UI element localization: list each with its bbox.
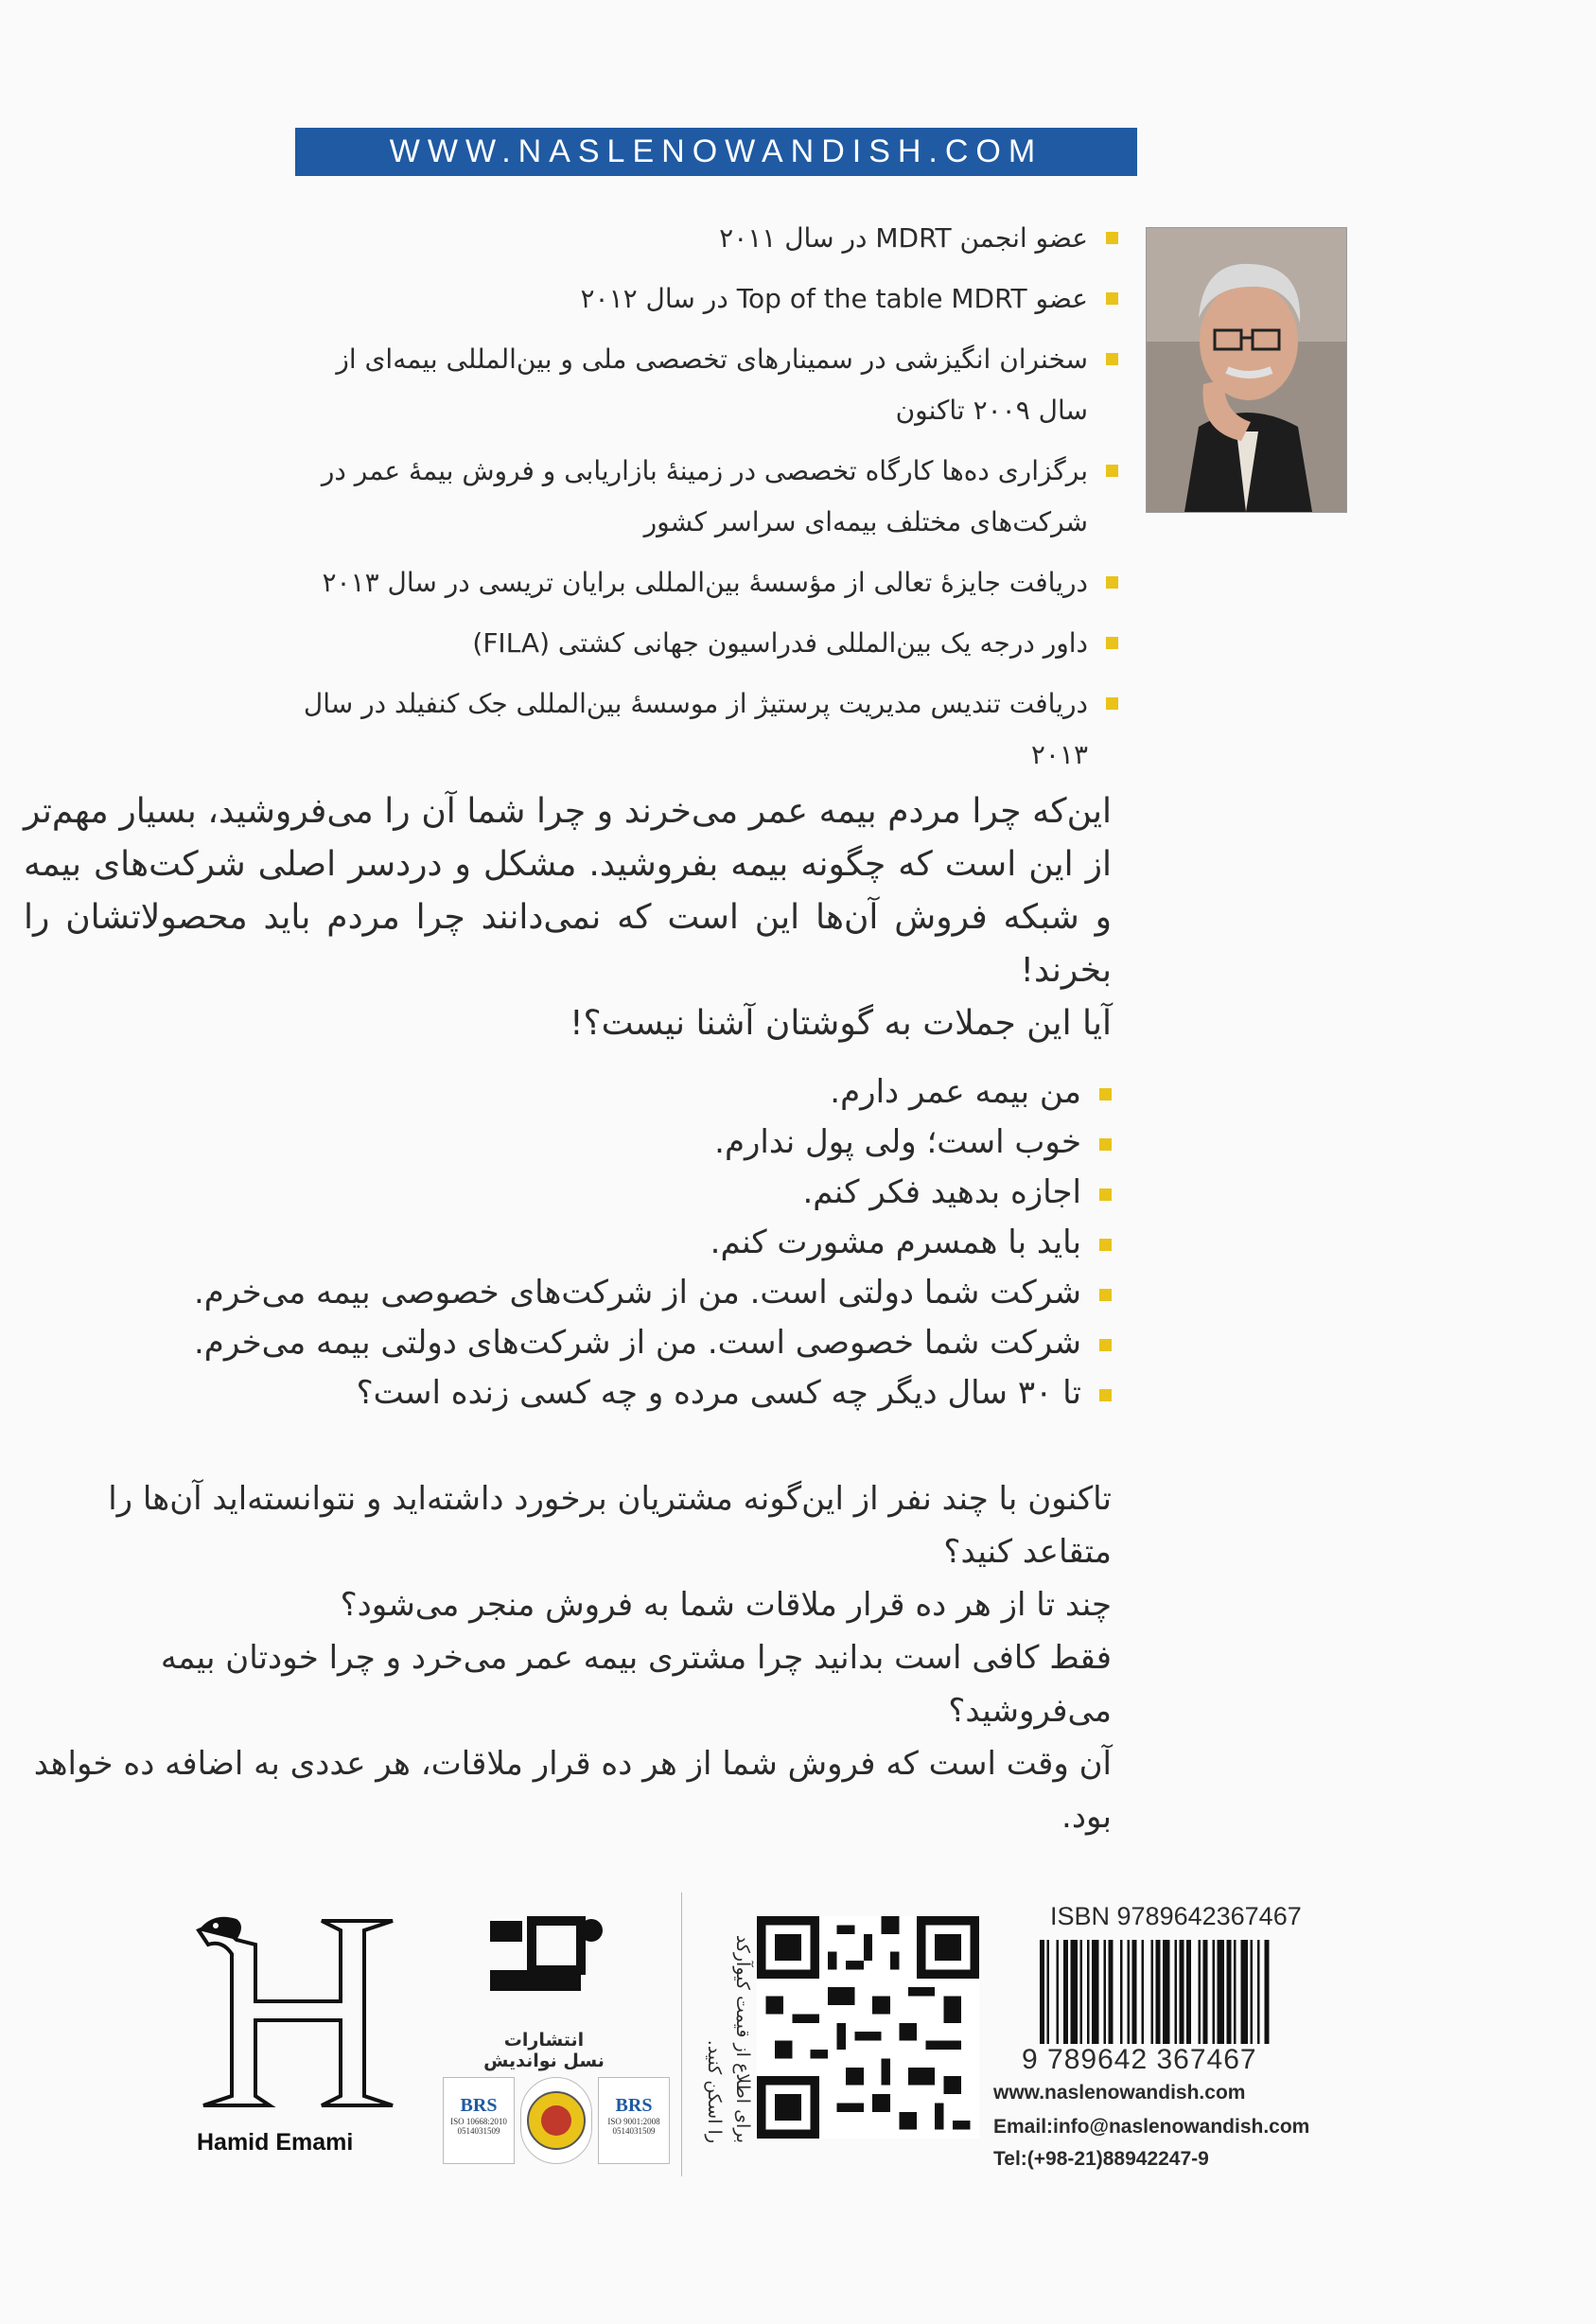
bullet-icon <box>1099 1088 1112 1100</box>
bullet-icon <box>1099 1289 1112 1301</box>
objections-list <box>24 1067 1112 1418</box>
qr-note: برای اطلاع از قیمت کیوآرکد را اسکن کنید. <box>704 1934 753 2143</box>
publisher-website[interactable]: www.naslenowandish.com <box>993 2082 1246 2104</box>
isbn-label: ISBN 9789642367467 <box>1050 1902 1302 1930</box>
website-banner: WWW.NASLENOWANDISH.COM <box>295 128 1137 176</box>
author-bio-list <box>286 213 1118 790</box>
bullet-icon <box>1106 353 1118 365</box>
bullet-icon <box>1106 292 1118 305</box>
author-photo <box>1146 227 1347 513</box>
bullet-icon <box>1099 1239 1112 1251</box>
qr-code[interactable] <box>757 1916 979 2139</box>
divider <box>681 1893 682 2176</box>
publisher-logo-icon <box>473 1911 615 2025</box>
author-portrait-image <box>1147 228 1346 512</box>
publisher-label: انتشارات <box>503 2030 585 2051</box>
publisher-phone: Tel:(+98-21)88942247-9 <box>993 2148 1209 2170</box>
barcode-icon <box>1036 1940 1348 2044</box>
objection-item: خوب است؛ ولی پول ندارم. <box>24 1118 1112 1168</box>
closing-line: چند تا از هر ده قرار ملاقات شما به فروش منجر می‌شود؟ <box>340 1586 1112 1624</box>
certification-badges <box>443 2077 670 2167</box>
bio-item: عضو Top of the table MDRT در سال ۲۰۱۲ <box>286 273 1118 325</box>
bullet-icon <box>1106 576 1118 589</box>
objection-item: باید با همسرم مشورت کنم. <box>24 1218 1112 1268</box>
intro-paragraph <box>24 785 1112 1050</box>
objection-item: شرکت شما دولتی است. من از شرکت‌های خصوصی بیمه می‌خرم. <box>24 1268 1112 1318</box>
bullet-icon <box>1099 1188 1112 1201</box>
closing-line: آن وقت است که فروش شما از هر ده قرار ملاقات، هر عددی به اضافه ده خواهد بود. <box>33 1745 1112 1836</box>
bullet-icon <box>1106 465 1118 477</box>
bullet-icon <box>1106 637 1118 649</box>
bullet-icon <box>1099 1389 1112 1401</box>
bio-item: عضو انجمن MDRT در سال ۲۰۱۱ <box>286 213 1118 264</box>
iso-9001-badge: BRS ISO 9001:2008 0514031509 <box>598 2077 670 2164</box>
bio-item: دریافت جایزهٔ تعالی از مؤسسهٔ بین‌المللی برایان تریسی در سال ۲۰۱۳ <box>286 557 1118 608</box>
bio-item: داور درجه یک بین‌المللی فدراسیون جهانی کشتی (FILA) <box>286 618 1118 669</box>
bio-item: برگزاری ده‌ها کارگاه تخصصی در زمینهٔ بازاریابی و فروش بیمهٔ عمر در شرکت‌های مختلف بیمه‌ای سراسر کشور <box>286 446 1118 548</box>
bullet-icon <box>1106 697 1118 710</box>
closing-line: تاکنون با چند نفر از این‌گونه مشتریان برخورد داشته‌اید و نتوانسته‌اید آن‌ها را متقاعد کنید؟ <box>108 1480 1112 1571</box>
bullet-icon <box>1099 1339 1112 1351</box>
objection-item: شرکت شما خصوصی است. من از شرکت‌های دولتی بیمه می‌خرم. <box>24 1318 1112 1368</box>
bio-item: دریافت تندیس مدیریت پرستیژ از موسسهٔ بین‌المللی جک کنفیلد در سال ۲۰۱۳ <box>286 678 1118 781</box>
publisher-name: نسل نواندیش <box>483 2051 605 2071</box>
bio-item: سخنران انگیزشی در سمینارهای تخصصی ملی و بین‌المللی بیمه‌ای از سال ۲۰۰۹ تاکنون <box>286 334 1118 436</box>
author-logo-icon <box>180 1902 426 2120</box>
intro-question: آیا این جملات به گوشتان آشنا نیست؟! <box>570 1004 1112 1043</box>
back-cover-footer <box>180 1893 1372 2176</box>
iso-10668-badge: BRS ISO 10668:2010 0514031509 <box>443 2077 515 2164</box>
objection-item: من بیمه عمر دارم. <box>24 1067 1112 1118</box>
bullet-icon <box>1099 1138 1112 1151</box>
closing-line: فقط کافی است بدانید چرا مشتری بیمه عمر می‌خرد و چرا خودتان بیمه می‌فروشید؟ <box>160 1639 1112 1730</box>
author-name: Hamid Emami <box>197 2129 354 2156</box>
publisher-email[interactable]: Email:info@naslenowandish.com <box>993 2116 1310 2138</box>
closing-text <box>24 1472 1112 1843</box>
seal-icon <box>520 2077 592 2164</box>
objection-item: اجازه بدهید فکر کنم. <box>24 1168 1112 1218</box>
objection-item: تا ۳۰ سال دیگر چه کسی مرده و چه کسی زنده است؟ <box>24 1368 1112 1418</box>
publisher-name-block <box>468 2030 620 2071</box>
isbn-digits: 9 789642 367467 <box>1022 2044 1257 2075</box>
bullet-icon <box>1106 232 1118 244</box>
intro-text: این‌که چرا مردم بیمه عمر می‌خرند و چرا شما آن را می‌فروشید، بسیار مهم‌تر از این است که چگونه بیمه بفروشید. مشکل و دردسر اصلی شرکت‌های بیمه و شبکه فروش آن‌ها این است که نمی‌دانند چرا مردم باید محصولاتشان را بخرند! <box>24 792 1112 990</box>
